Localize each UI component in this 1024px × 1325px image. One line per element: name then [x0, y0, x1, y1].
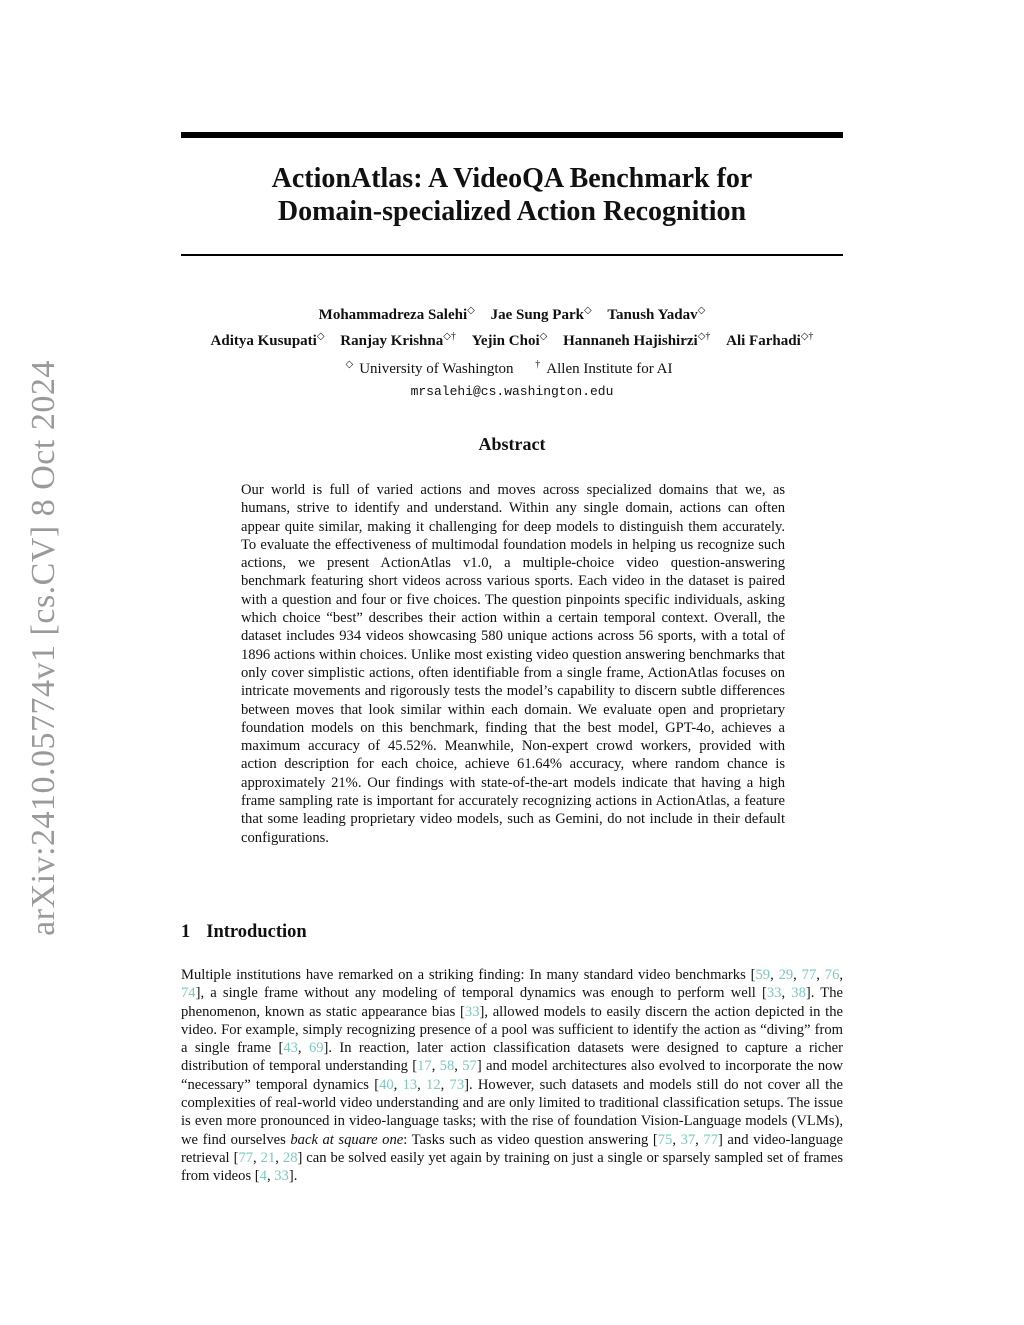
citation-link[interactable]: 69 [308, 1040, 324, 1057]
author: Mohammadreza Salehi◇ [318, 305, 475, 323]
abstract-text: Our world is full of varied actions and moves across specialized domains that we, as humans, strive to identify and understand. Within any single domain, actions can often appear quite similar, making it challenging for deep models to distinguish them accurately. To evaluate the effectiveness of multimodal foundation models in helping us recognize such actions, we present ActionAtlas v1.0, a multiple-choice video question-answering benchmark featuring short videos across various sports. Each video in the dataset is paired with a question and four or five choices. The question pinpoints specific individuals, asking which choice “best” describes their action within a certain temporal context. Overall, the dataset includes 934 videos showcasing 580 unique actions across 56 sports, with a total of 1896 actions within choices. Unlike most existing video question answering benchmarks that only cover simplistic actions, often identifiable from a single frame, ActionAtlas focuses on intricate movements and rigorously tests the model’s capability to discern subtle differences between moves that look similar within each domain. We evaluate open and proprietary foundation models on this benchmark, finding that the best model, GPT-4o, achieves a maximum accuracy of 45.52%. Meanwhile, Non-expert crowd workers, provided with action description for each choice, achieve 61.64% accuracy, where random chance is approximately 21%. Our findings with state-of-the-art models indicate that having a high frame sampling rate is important for accurately recognizing actions in ActionAtlas, a feature that some leading proprietary video models, such as Gemini, do not include in their default configurations. [241, 482, 785, 846]
citation-link[interactable]: 4 [259, 1168, 267, 1185]
intro-text-run: ] and video-language retrieval [ [181, 1131, 844, 1166]
citation-link[interactable]: 13 [402, 1076, 418, 1093]
title-line-2: Domain-specialized Action Recognition [277, 196, 747, 227]
intro-text-run: ]. However, such datasets and models still do not cover all the complexities of real-world video understanding and are only limited to traditional classification setups. The issue is even more pronounced in video-language tasks; with the rise of foundation Vision-Language models (VLMs), we find ourselves [181, 1076, 843, 1148]
author: Yejin Choi◇ [471, 331, 548, 349]
author: Tanush Yadav◇ [607, 305, 706, 323]
affiliation: ◇ University of Washington [345, 359, 514, 377]
emphasis-text: back at square one [290, 1131, 404, 1148]
author: Ranjay Krishna◇† [340, 331, 456, 349]
intro-text-run: , [393, 1076, 403, 1093]
title-top-rule [181, 132, 843, 138]
citation-link[interactable]: 38 [791, 985, 806, 1002]
intro-text-run: Multiple institutions have remarked on a striking finding: In many standard video benchmarks [ [181, 967, 756, 983]
title-line-1: ActionAtlas: A VideoQA Benchmark for [271, 163, 753, 194]
author: Aditya Kusupati◇ [210, 331, 325, 349]
author-line-1 [140, 300, 884, 326]
abstract-heading: Abstract [478, 434, 546, 454]
citation-link[interactable]: 77 [238, 1149, 254, 1166]
citation-link[interactable]: 28 [282, 1149, 298, 1166]
intro-text-run: ]. In reaction, later action classification datasets were designed to capture a richer distribution of temporal understanding [ [181, 1040, 844, 1075]
citation-link[interactable]: 21 [260, 1149, 276, 1166]
intro-text-run: ] and model architectures also evolved to incorporate the now “necessary” temporal dynamics [ [181, 1058, 844, 1093]
intro-text-run: , [770, 967, 779, 983]
contact-email[interactable]: mrsalehi@cs.washington.edu [410, 384, 614, 399]
citation-link[interactable]: 75 [657, 1131, 673, 1148]
title-bottom-rule [181, 254, 843, 256]
section-heading-introduction [181, 922, 307, 943]
citation-link[interactable]: 43 [283, 1040, 298, 1057]
intro-text-run: ], allowed models to easily discern the action depicted in the video. For example, simply recognizing presence of a pool was sufficient to identify the action as “diving” from a single frame [ [181, 1003, 843, 1057]
citation-link[interactable]: 74 [181, 985, 196, 1002]
citation-link[interactable]: 73 [449, 1076, 465, 1093]
section-number: 1 [181, 922, 191, 942]
citation-link[interactable]: 77 [801, 967, 817, 983]
intro-text-run: : Tasks such as video question answering [ [403, 1131, 658, 1148]
intro-text-run: , [672, 1131, 681, 1148]
citation-link[interactable]: 77 [703, 1131, 718, 1148]
introduction-text [181, 966, 843, 1186]
intro-text-run: , [839, 967, 844, 983]
affiliation: † Allen Institute for AI [535, 359, 673, 377]
author: Ali Farhadi◇† [726, 331, 814, 349]
citation-link[interactable]: 29 [778, 967, 794, 983]
citation-link[interactable]: 59 [755, 967, 771, 983]
affiliations [140, 354, 884, 380]
citation-link[interactable]: 37 [680, 1131, 696, 1148]
intro-text-run: , [695, 1131, 704, 1148]
citation-link[interactable]: 17 [417, 1058, 432, 1075]
intro-text-run: ]. The phenomenon, known as static appearance bias [ [181, 985, 844, 1020]
intro-text-run: , [781, 985, 792, 1002]
intro-text-run: , [297, 1040, 309, 1057]
intro-text-run: , [253, 1149, 261, 1166]
author: Jae Sung Park◇ [490, 305, 592, 323]
intro-text-run: ]. [288, 1168, 298, 1185]
citation-link[interactable]: 33 [464, 1003, 480, 1020]
intro-text-run: , [454, 1058, 463, 1075]
intro-text-run: ], a single frame without any modeling of temporal dynamics was enough to perform well [ [195, 985, 767, 1002]
section-title: Introduction [206, 922, 307, 942]
intro-text-run: ] can be solved easily yet again by training on just a single or sparsely sampled set of frames from videos [ [181, 1149, 844, 1185]
intro-text-run: , [275, 1149, 283, 1166]
citation-link[interactable]: 33 [274, 1168, 289, 1185]
arxiv-identifier: arXiv:2410.05774v1 [cs.CV] 8 Oct 2024 [25, 360, 62, 936]
citation-link[interactable]: 33 [766, 985, 782, 1002]
author: Hannaneh Hajishirzi◇† [563, 331, 711, 349]
intro-text-run: , [417, 1076, 427, 1093]
intro-text-run: , [816, 967, 825, 983]
intro-text-run: , [440, 1076, 450, 1093]
author-block [140, 300, 884, 403]
citation-link[interactable]: 76 [824, 967, 840, 983]
citation-link[interactable]: 58 [439, 1058, 455, 1075]
author-line-2 [140, 326, 884, 352]
intro-text-run: , [266, 1168, 275, 1185]
paper-title [181, 162, 843, 228]
citation-link[interactable]: 40 [379, 1076, 394, 1093]
citation-link[interactable]: 12 [426, 1076, 441, 1093]
intro-text-run: , [431, 1058, 440, 1075]
intro-text-run: , [793, 967, 802, 983]
citation-link[interactable]: 57 [462, 1058, 477, 1075]
